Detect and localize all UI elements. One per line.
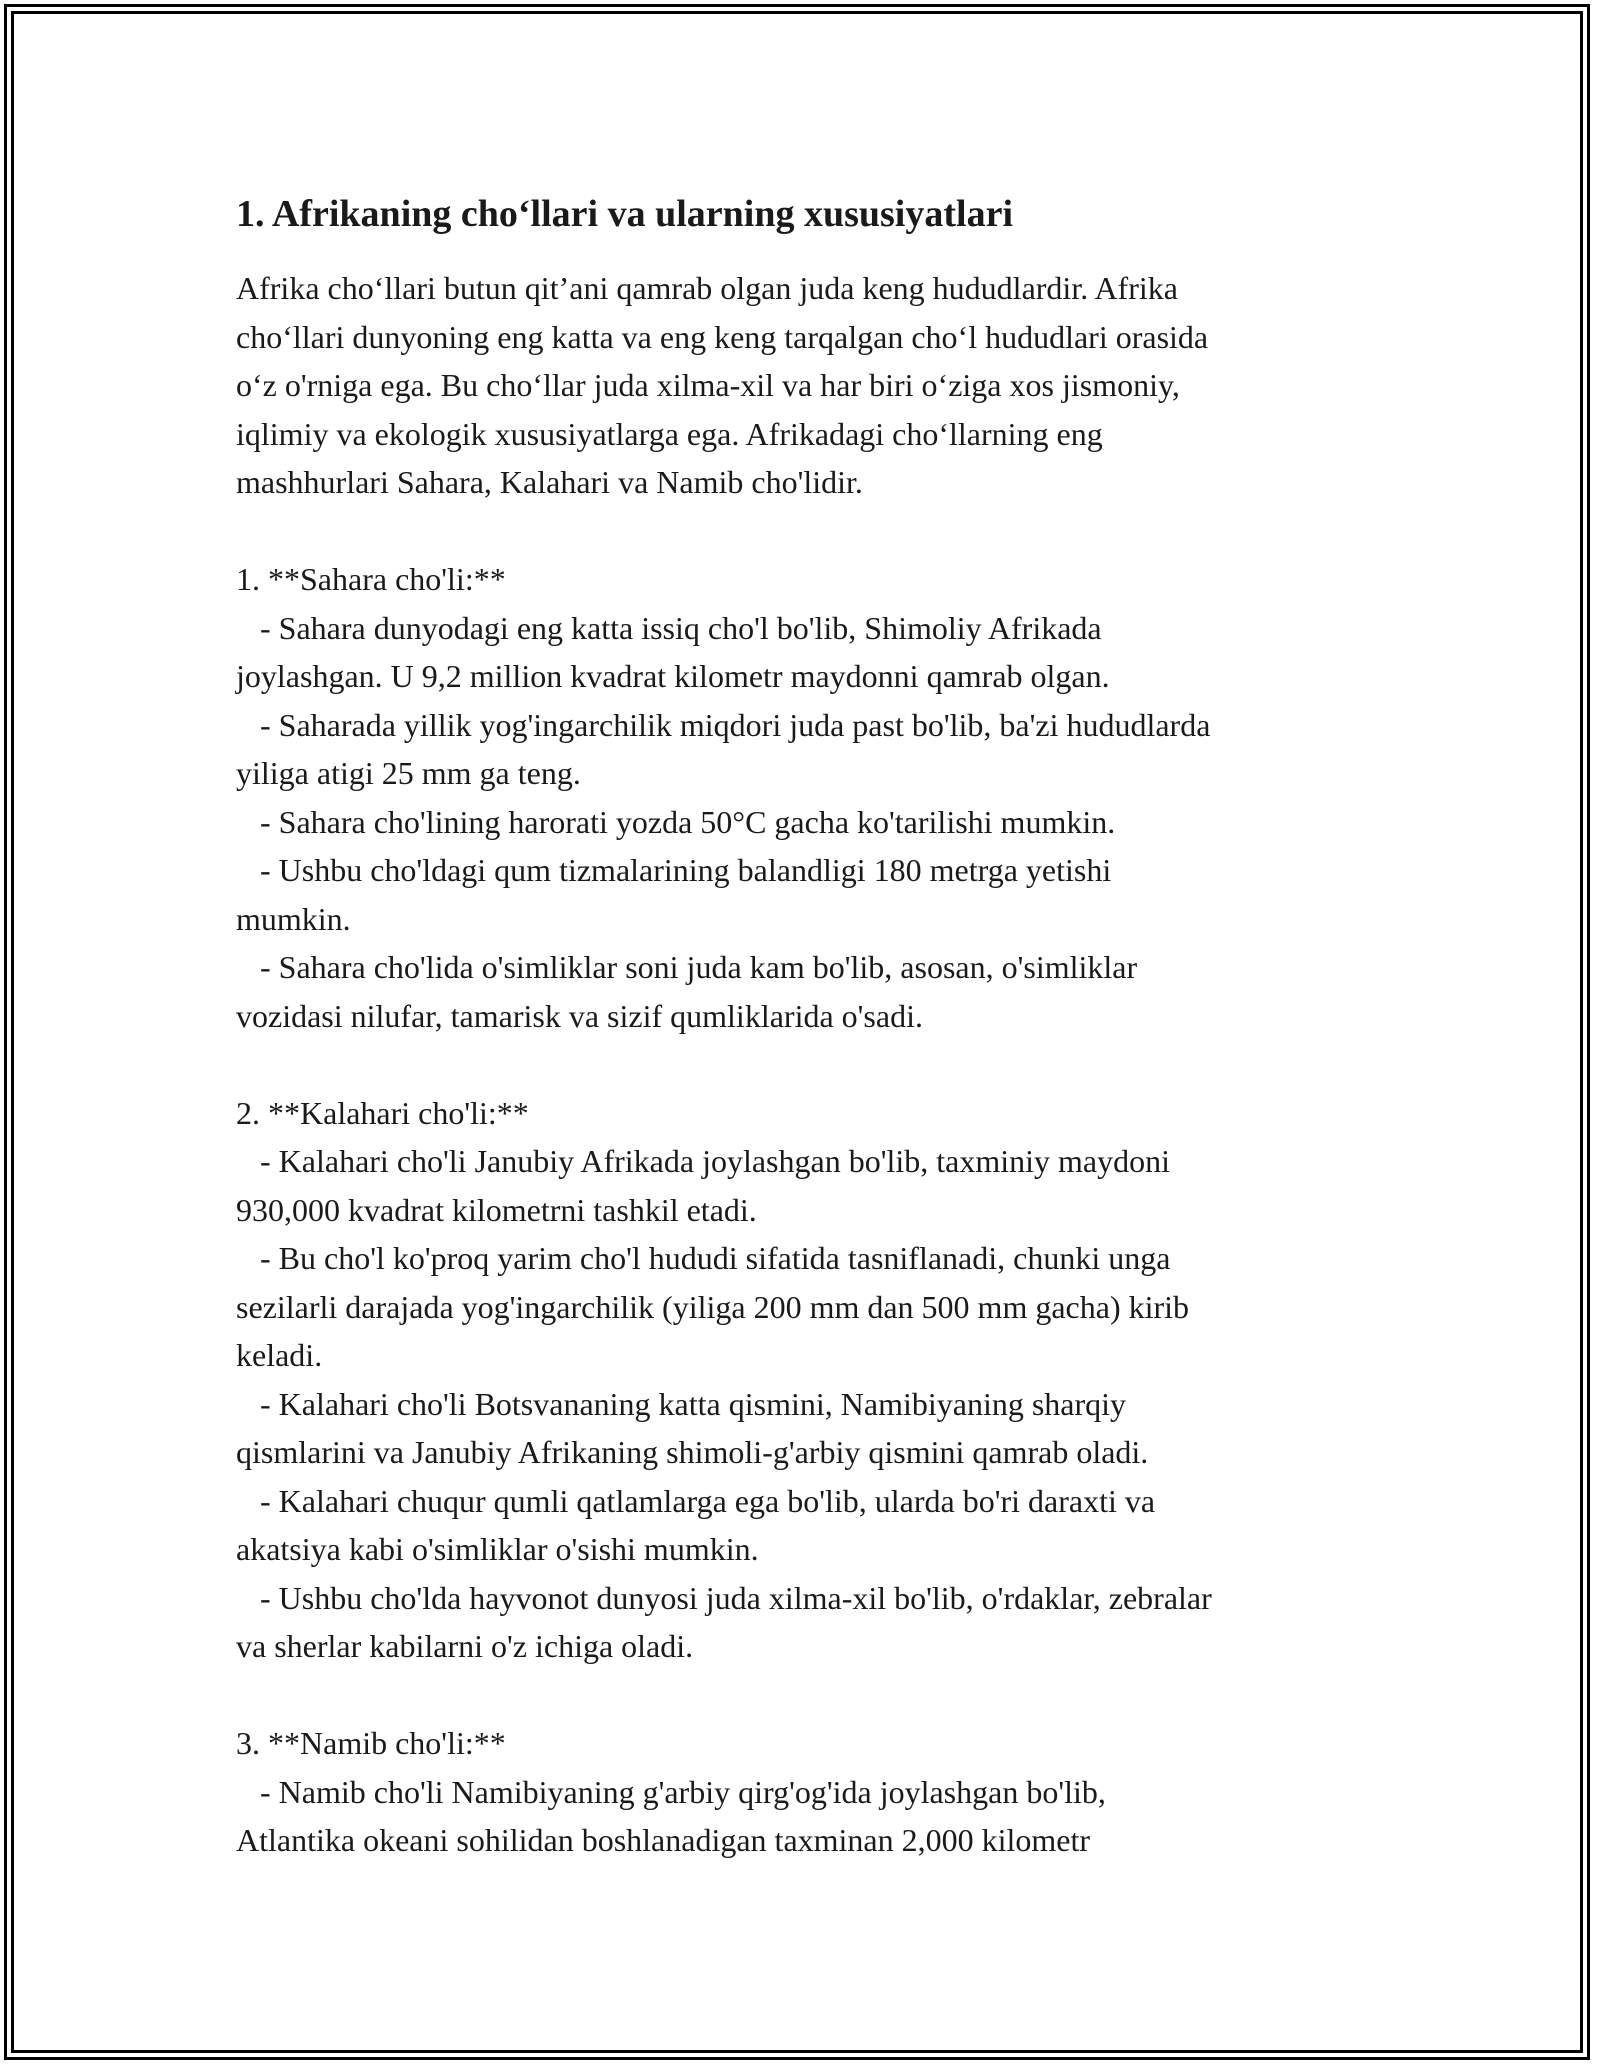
- section-heading: 1. Afrikaning cho‘llari va ularning xususiyatlari: [236, 193, 1013, 235]
- document-content: [236, 188, 1376, 1865]
- body-text: Afrika cho‘llari butun qit’ani qamrab olgan juda keng hududlardir. Afrika cho‘llari dunyoning eng katta va eng keng tarqalgan cho‘l hududlari orasida o‘z o'rniga ega. Bu cho‘llar juda xilma-xil va har biri o‘ziga xos jismoniy, iqlimiy va ekologik xususiyatlarga ega. Afrikadagi cho‘llarning eng mashhurlari Sahara, Kalahari va Namib cho'lidir. 1. **Sahara cho'li:** - Sahara dunyodagi eng katta issiq cho'l bo'lib, Shimoliy Afrikada joylashgan. U 9,2 million kvadrat kilometr maydonni qamrab olgan. - Saharada yillik yog'ingarchilik miqdori juda past bo'lib, ba'zi hududlarda yiliga atigi 25 mm ga teng. - Sahara cho'lining harorati yozda 50°C gacha ko'tarilishi mumkin. - Ushbu cho'ldagi qum tizmalarining balandligi 180 metrga yetishi mumkin. - Sahara cho'lida o'simliklar soni juda kam bo'lib, asosan, o'simliklar vozidasi nilufar, tamarisk va sizif qumliklarida o'sadi. 2. **Kalahari cho'li:** - Kalahari cho'li Janubiy Afrikada joylashgan bo'lib, taxminiy maydoni 930,000 kvadrat kilometrni tashkil etadi. - Bu cho'l ko'proq yarim cho'l hududi sifatida tasniflanadi, chunki unga sezilarli darajada yog'ingarchilik (yiliga 200 mm dan 500 mm gacha) kirib keladi. - Kalahari cho'li Botsvananing katta qismini, Namibiyaning sharqiy qismlarini va Janubiy Afrikaning shimoli-g'arbiy qismini qamrab oladi. - Kalahari chuqur qumli qatlamlarga ega bo'lib, ularda bo'ri daraxti va akatsiya kabi o'simliklar o'sishi mumkin. - Ushbu cho'lda hayvonot dunyosi juda xilma-xil bo'lib, o'rdaklar, zebralar va sherlar kabilarni o'z ichiga oladi. 3. **Namib cho'li:** - Namib cho'li Namibiyaning g'arbiy qirg'og'ida joylashgan bo'lib, Atlantika okeani sohilidan boshlanadigan taxminan 2,000 kilometr: [236, 270, 1212, 1858]
